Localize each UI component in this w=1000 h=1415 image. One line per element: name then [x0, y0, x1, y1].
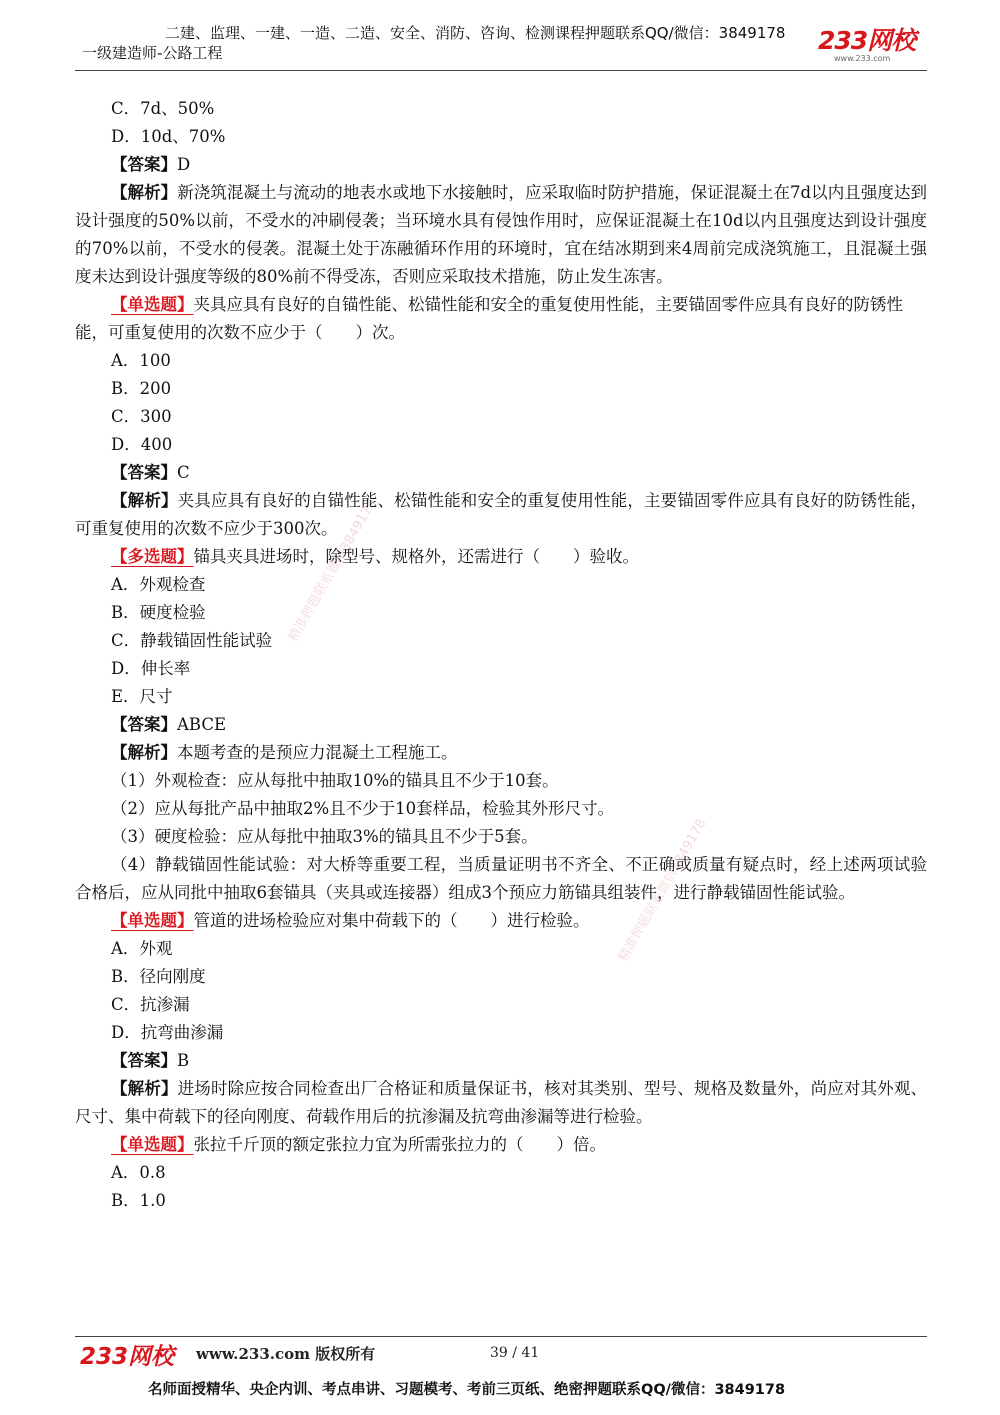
explanation-point: （1）外观检查：应从每批中抽取10%的锚具且不少于10套。 [111, 771, 559, 790]
logo-text: 233网校 [818, 26, 916, 55]
question-stem [75, 291, 927, 347]
explanation-text: 本题考查的是预应力混凝土工程施工。 [177, 743, 458, 762]
option: C．静载锚固性能试验 [111, 631, 273, 650]
explanation [75, 179, 927, 291]
explanation-text: 夹具应具有良好的自锚性能、松锚性能和安全的重复使用性能，主要锚固零件应具有良好的防锈性能，可重复使用的次数不应少于300次。 [75, 491, 927, 538]
answer-tag: 【答案】 [111, 155, 177, 174]
answer-value: ABCE [177, 715, 227, 734]
question-stem [75, 1131, 927, 1159]
explanation-point: （2）应从每批产品中抽取2%且不少于10套样品，检验其外形尺寸。 [111, 799, 615, 818]
option: D．伸长率 [111, 659, 191, 678]
option: A．100 [111, 351, 171, 370]
option: E．尺寸 [111, 687, 173, 706]
explanation-text: 新浇筑混凝土与流动的地表水或地下水接触时，应采取临时防护措施，保证混凝土在7d以内且强度达到设计强度的50%以前，不受水的冲刷侵袭；当环境水具有侵蚀作用时，应保证混凝土在10d以内且强度达到设计强度的70%以前，不受水的侵袭。混凝土处于冻融循环作用的环境时，宜在结冰期到来4周前完成浇筑施工，且混凝土强度未达到设计强度等级的80%前不得受冻，否则应采取技术措施，防止发生冻害。 [75, 183, 928, 286]
question-text: 管道的进场检验应对集中荷载下的（ ）进行检验。 [193, 911, 590, 930]
explanation-tag: 【解析】 [111, 1079, 178, 1098]
question-text: 夹具应具有良好的自锚性能、松锚性能和安全的重复使用性能，主要锚固零件应具有良好的防锈性能，可重复使用的次数不应少于（ ）次。 [75, 295, 903, 342]
explanation-tag: 【解析】 [111, 183, 178, 202]
answer-tag: 【答案】 [111, 1051, 177, 1070]
explanation [75, 487, 927, 543]
option: A．外观 [111, 939, 173, 958]
answer-line [75, 151, 927, 179]
watermark: 精准押题联系微信3849178 [615, 816, 710, 965]
option: D．10d、70% [111, 127, 226, 146]
footer-logo[interactable]: 233网校 [80, 1344, 175, 1370]
explanation [75, 739, 927, 767]
header-divider [75, 70, 927, 71]
option: C．7d、50% [111, 99, 215, 118]
question-stem [75, 543, 927, 571]
document-body [75, 95, 927, 1215]
footer-promo: 名师面授精华、央企内训、考点串讲、习题模考、考前三页纸、绝密押题联系QQ/微信：3849178 [148, 1382, 786, 1398]
page-number: 39 / 41 [490, 1345, 540, 1361]
site-logo[interactable] [818, 28, 928, 64]
explanation [75, 1075, 927, 1131]
option: B．硬度检验 [111, 603, 206, 622]
question-text: 张拉千斤顶的额定张拉力宜为所需张拉力的（ ）倍。 [193, 1135, 606, 1154]
option: D．400 [111, 435, 173, 454]
question-type-tag: 【多选题】 [111, 547, 194, 566]
answer-value: B [177, 1051, 190, 1070]
option: B．1.0 [111, 1191, 166, 1210]
footer-divider [75, 1336, 927, 1337]
option: C．300 [111, 407, 172, 426]
watermark: 精准押题联系微信3849178 [285, 496, 380, 645]
logo-url: www.233.com [834, 54, 891, 63]
option: B．200 [111, 379, 172, 398]
question-type-tag: 【单选题】 [111, 295, 194, 314]
answer-value: D [177, 155, 191, 174]
answer-tag: 【答案】 [111, 715, 177, 734]
question-text: 锚具夹具进场时，除型号、规格外，还需进行（ ）验收。 [193, 547, 639, 566]
explanation-text: 进场时除应按合同检查出厂合格证和质量保证书，核对其类别、型号、规格及数量外，尚应对其外观、尺寸、集中荷载下的径向刚度、荷载作用后的抗渗漏及抗弯曲渗漏等进行检验。 [75, 1079, 927, 1126]
question-stem [75, 907, 927, 935]
option: A．0.8 [111, 1163, 166, 1182]
answer-value: C [177, 463, 190, 482]
header-promo: 二建、监理、一建、一造、二造、安全、消防、咨询、检测课程押题联系QQ/微信：3849178 [165, 24, 786, 42]
footer-copyright: www.233.com 版权所有 [196, 1345, 376, 1363]
answer-line [75, 1047, 927, 1075]
question-type-tag: 【单选题】 [111, 911, 194, 930]
option: B．径向刚度 [111, 967, 206, 986]
explanation-tag: 【解析】 [111, 743, 177, 762]
answer-line [75, 459, 927, 487]
option: C．抗渗漏 [111, 995, 190, 1014]
doc-title: 一级建造师-公路工程 [82, 44, 223, 62]
option: A．外观检查 [111, 575, 206, 594]
answer-tag: 【答案】 [111, 463, 177, 482]
explanation-point: （3）硬度检验：应从每批中抽取3%的锚具且不少于5套。 [111, 827, 538, 846]
answer-line [75, 711, 927, 739]
question-type-tag: 【单选题】 [111, 1135, 194, 1154]
explanation-point: （4）静载锚固性能试验：对大桥等重要工程，当质量证明书不齐全、不正确或质量有疑点时，经上述两项试验合格后，应从同批中抽取6套锚具（夹具或连接器）组成3个预应力筋锚具组装件，进行静载锚固性能试验。 [75, 855, 927, 902]
option: D．抗弯曲渗漏 [111, 1023, 224, 1042]
explanation-tag: 【解析】 [111, 491, 178, 510]
